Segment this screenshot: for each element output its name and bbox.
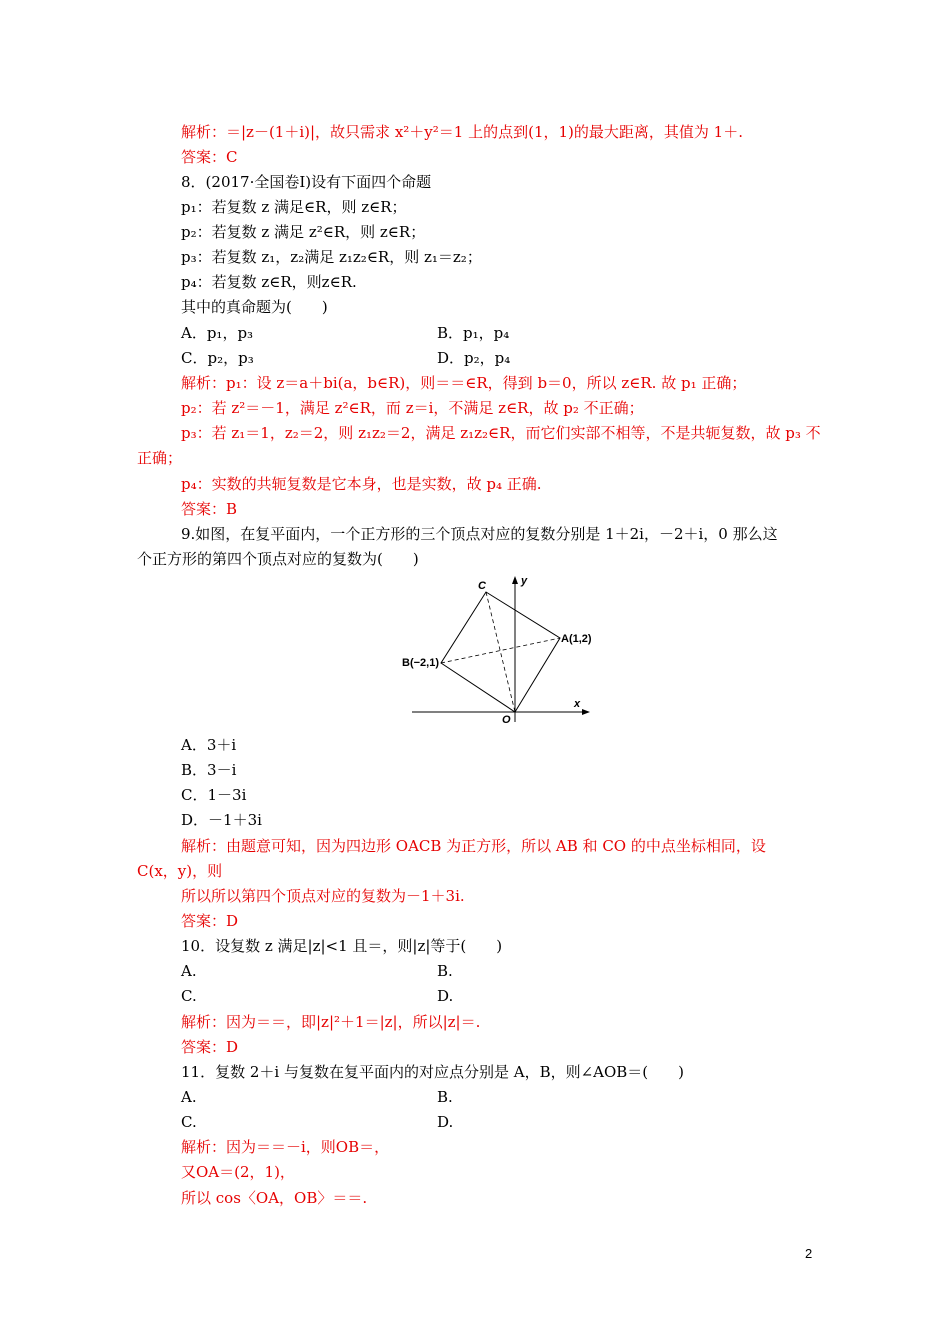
solution-8-p3: p₃：若 z₁＝1，z₂＝2，则 z₁z₂＝2，满足 z₁z₂∈R，而它们实部不相等，不是共轭复数，故 p₃ 不 xyxy=(181,424,821,442)
solution-9-result: 所以所以第四个顶点对应的复数为－1＋3i. xyxy=(181,887,465,905)
option-d: D. xyxy=(437,987,454,1005)
proposition-p4: p₄：若复数 z∈R，则z∈R. xyxy=(181,273,357,291)
solution-9-cont: C(x，y)，则 xyxy=(137,862,223,880)
option-b: B．p₁，p₄ xyxy=(437,324,510,342)
answer-8: 答案：B xyxy=(181,500,238,518)
option-d: D. xyxy=(437,1113,454,1131)
option-a: A. xyxy=(181,962,197,980)
question-9: 9.如图，在复平面内，一个正方形的三个顶点对应的复数分别是 1＋2i，－2＋i，0 那么这 xyxy=(181,525,778,543)
question-8-prompt: 其中的真命题为( ) xyxy=(181,298,328,316)
option-b: B. xyxy=(437,962,453,980)
solution-11: 解析：因为＝＝－i，则OB＝， xyxy=(181,1138,390,1156)
x-axis xyxy=(412,709,590,715)
option-c: C. xyxy=(181,1113,197,1131)
solution-11-cos: 所以 cos〈OA，OB〉＝＝. xyxy=(181,1189,368,1207)
proposition-p1: p₁：若复数 z 满足∈R，则 z∈R； xyxy=(181,198,407,216)
option-b: B. xyxy=(437,1088,453,1106)
square-oacb xyxy=(441,592,560,712)
diagonal-ab xyxy=(441,638,560,663)
option-d: D．－1＋3i xyxy=(181,811,262,829)
solution-7: 解析：＝|z－(1＋i)|，故只需求 x²＋y²＝1 上的点到(1，1)的最大距离，其值为 1＋. xyxy=(181,123,743,141)
option-a: A．p₁，p₃ xyxy=(181,324,254,342)
solution-8-p1: 解析：p₁：设 z＝a＋bi(a，b∈R)，则＝＝∈R，得到 b＝0，所以 z∈R. 故 p₁ 正确； xyxy=(181,374,747,392)
complex-plane-figure xyxy=(402,572,594,726)
label-x: x xyxy=(574,698,581,710)
solution-8-p3-cont: 正确； xyxy=(137,449,183,467)
option-b: B．3－i xyxy=(181,761,237,779)
answer-7: 答案：C xyxy=(181,148,238,166)
label-y: y xyxy=(521,575,528,587)
option-c: C．1－3i xyxy=(181,786,247,804)
answer-9: 答案：D xyxy=(181,912,239,930)
option-a: A. xyxy=(181,1088,197,1106)
label-o: O xyxy=(502,714,511,726)
proposition-p3: p₃：若复数 z₁，z₂满足 z₁z₂∈R，则 z₁＝z₂； xyxy=(181,248,482,266)
option-c: C. xyxy=(181,987,197,1005)
question-9-cont: 个正方形的第四个顶点对应的复数为( ) xyxy=(137,550,419,568)
solution-11-oa: 又OA＝(2，1)， xyxy=(181,1163,295,1181)
answer-10: 答案：D xyxy=(181,1038,239,1056)
label-b: B(−2,1) xyxy=(402,657,439,669)
y-axis xyxy=(512,576,518,722)
option-a: A．3＋i xyxy=(181,736,237,754)
solution-8-p4: p₄：实数的共轭复数是它本身，也是实数，故 p₄ 正确. xyxy=(181,475,542,493)
solution-10: 解析：因为＝＝，即|z|²＋1＝|z|，所以|z|＝. xyxy=(181,1013,481,1031)
proposition-p2: p₂：若复数 z 满足 z²∈R，则 z∈R； xyxy=(181,223,426,241)
page-number: 2 xyxy=(805,1246,813,1261)
option-c: C．p₂，p₃ xyxy=(181,349,254,367)
question-10: 10．设复数 z 满足|z|<1 且＝，则|z|等于( ) xyxy=(181,937,503,955)
label-c: C xyxy=(478,580,486,592)
question-8: 8．(2017·全国卷Ⅰ)设有下面四个命题 xyxy=(181,173,432,191)
solution-8-p2: p₂：若 z²＝－1，满足 z²∈R，而 z＝i，不满足 z∈R，故 p₂ 不正确； xyxy=(181,399,644,417)
question-11: 11．复数 2＋i 与复数在复平面内的对应点分别是 A，B，则∠AOB＝( ) xyxy=(181,1063,685,1081)
diagonal-co xyxy=(486,592,515,712)
label-a: A(1,2) xyxy=(561,633,592,645)
solution-9: 解析：由题意可知，因为四边形 OACB 为正方形，所以 AB 和 CO 的中点坐标相同，设 xyxy=(181,837,766,855)
option-d: D．p₂，p₄ xyxy=(437,349,511,367)
